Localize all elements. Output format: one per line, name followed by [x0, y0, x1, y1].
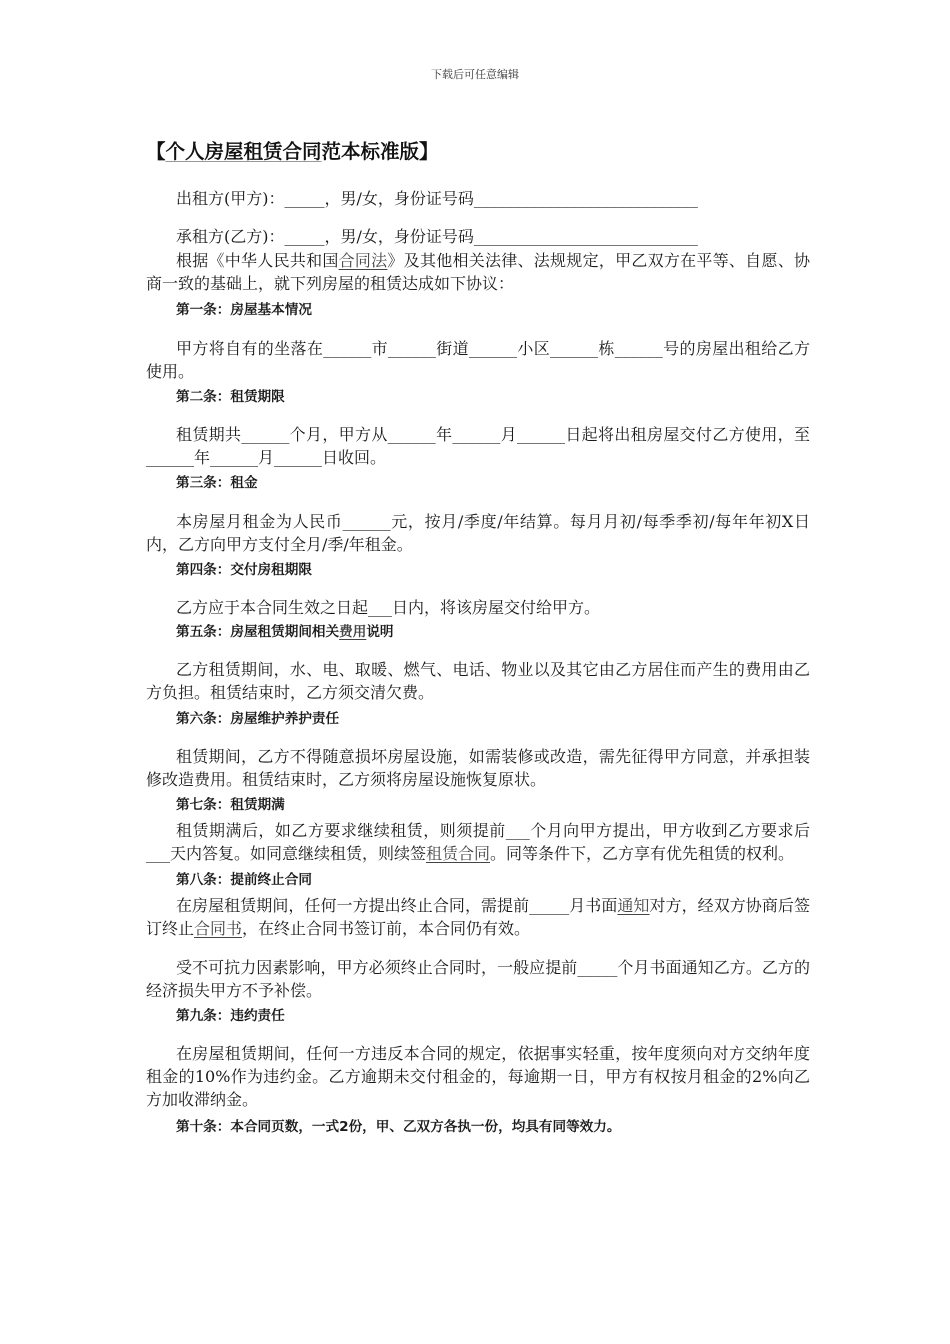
article-1 [146, 298, 810, 323]
article-3-body [146, 509, 810, 555]
party-a-text: 出租方(甲方)：_____，男/女，身份证号码____________________________ [176, 189, 698, 208]
title-rest: 范本标准版】 [321, 140, 439, 163]
intro-paragraph [146, 248, 810, 294]
article-4 [146, 558, 810, 583]
article-8-heading: 第八条：提前终止合同 [176, 872, 312, 888]
lease-contract-link[interactable]: 租赁合同 [426, 844, 491, 863]
article-6-heading: 第六条：房屋维护养护责任 [176, 711, 340, 727]
article-5-heading-pre: 第五条：房屋租赁期间相关 [176, 624, 340, 640]
article-3 [146, 471, 810, 496]
article-4-text: 乙方应于本合同生效之日起___日内，将该房屋交付给甲方。 [176, 598, 601, 617]
contract-law-link[interactable]: 合同法 [338, 251, 388, 270]
article-7-post: 。同等条件下，乙方享有优先租赁的权利。 [490, 844, 795, 863]
article-7-heading: 第七条：租赁期满 [176, 797, 285, 813]
article-8-p1-mid: 对方，经双方协商后签订终止 [146, 896, 810, 938]
article-6-text: 租赁期间，乙方不得随意损坏房屋设施，如需装修或改造，需先征得甲方同意，并承担装修改造费用。租赁结束时，乙方须将房屋设施恢复原状。 [146, 747, 810, 789]
intro-pre: 根据《中华人民共和国 [176, 251, 339, 270]
document-title [146, 136, 439, 164]
article-2 [146, 385, 810, 410]
article-2-body [146, 422, 810, 468]
party-b-text: 承租方(乙方)：_____，男/女，身份证号码____________________________ [176, 227, 698, 246]
article-7-text [146, 818, 810, 864]
article-1-body [146, 336, 810, 382]
fees-link[interactable]: 费用 [339, 624, 367, 640]
article-8 [146, 868, 810, 939]
title-link[interactable]: 个人房屋租赁合同 [165, 140, 322, 163]
article-9-text: 在房屋租赁期间，任何一方违反本合同的规定，依据事实轻重，按年度须向对方交纳年度租金的10%作为违约金。乙方逾期未交付租金的，每逾期一日，甲方有权按月租金的2%向乙方加收滞纳金。 [146, 1044, 810, 1109]
intro-post: 》及其他相关法律、法规规定，甲乙双方在平等、自愿、协商一致的基础上，就下列房屋的租赁达成如下协议： [146, 251, 810, 293]
article-5-body [146, 657, 810, 703]
contract-doc-link[interactable]: 合同书 [194, 919, 243, 938]
article-8-para-1 [146, 893, 810, 939]
article-1-heading: 第一条：房屋基本情况 [176, 302, 312, 318]
article-10-heading: 第十条：本合同页数，一式2份，甲、乙双方各执一份，均具有同等效力。 [176, 1119, 621, 1135]
article-8-p1-pre: 在房屋租赁期间，任何一方提出终止合同，需提前_____月书面 [176, 896, 618, 915]
article-6 [146, 707, 810, 732]
article-8-body-2 [146, 955, 810, 1001]
header-note: 下载后可任意编辑 [431, 68, 519, 81]
article-8-p1-post: ，在终止合同书签订前，本合同仍有效。 [242, 919, 531, 938]
article-3-text: 本房屋月租金为人民币______元，按月/季度/年结算。每月月初/每季季初/每年年初X日内，乙方向甲方支付全月/季/年租金。 [146, 512, 810, 554]
notice-link[interactable]: 通知 [617, 896, 650, 915]
article-2-text: 租赁期共______个月，甲方从______年______月______日起将出租房屋交付乙方使用，至______年______月______日收回。 [146, 425, 810, 467]
article-6-body [146, 744, 810, 790]
intro-text [146, 248, 810, 294]
title-open-bracket: 【 [146, 140, 166, 163]
article-4-body [146, 595, 810, 618]
article-9-body [146, 1041, 810, 1110]
article-4-heading: 第四条：交付房租期限 [176, 562, 312, 578]
article-7 [146, 793, 810, 864]
article-10 [146, 1115, 810, 1140]
party-b-line [146, 224, 810, 247]
article-5-heading [146, 620, 810, 645]
article-3-heading: 第三条：租金 [176, 475, 258, 491]
article-5 [146, 620, 810, 645]
article-5-heading-post: 说明 [366, 624, 394, 640]
article-1-text: 甲方将自有的坐落在______市______街道______小区______栋______号的房屋出租给乙方使用。 [146, 339, 810, 381]
article-8-para-2: 受不可抗力因素影响，甲方必须终止合同时，一般应提前_____个月书面通知乙方。乙方的经济损失甲方不予补偿。 [146, 958, 810, 1000]
article-9-heading: 第九条：违约责任 [176, 1008, 285, 1024]
party-a-line [146, 186, 810, 209]
article-5-text: 乙方租赁期间，水、电、取暖、燃气、电话、物业以及其它由乙方居住而产生的费用由乙方负担。租赁结束时，乙方须交清欠费。 [146, 660, 810, 702]
article-7-pre: 租赁期满后，如乙方要求继续租赁，则须提前___个月向甲方提出，甲方收到乙方要求后___天内答复。如同意继续租赁，则续签 [146, 821, 810, 863]
article-9 [146, 1004, 810, 1029]
article-2-heading: 第二条：租赁期限 [176, 389, 285, 405]
